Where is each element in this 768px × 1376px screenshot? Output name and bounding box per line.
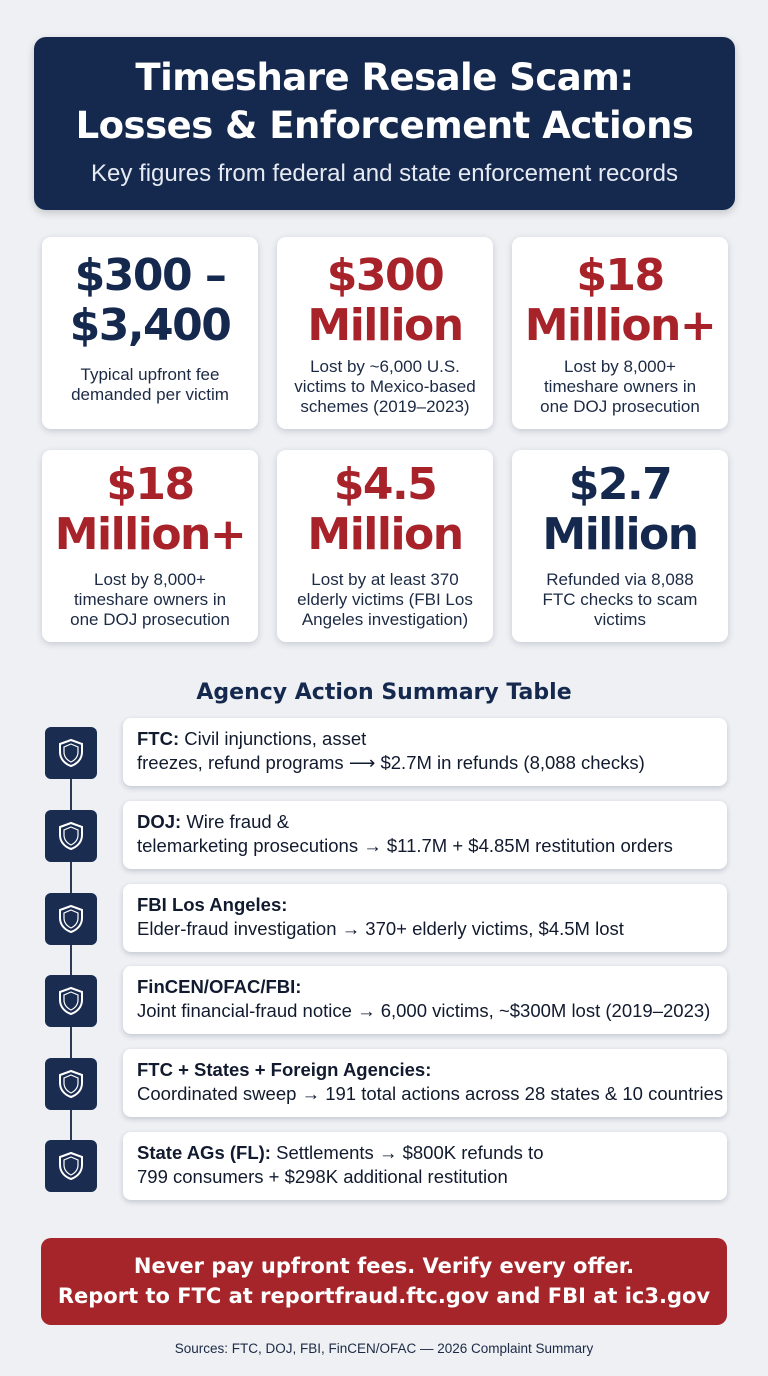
agency-row — [123, 884, 727, 952]
stat-description-line: schemes (2019–2023) — [300, 397, 470, 416]
agency-action-line2: Coordinated sweep → 191 total actions across 28 states & 10 countries — [137, 1083, 724, 1104]
stat-description-line: Lost by ~6,000 U.S. — [310, 357, 460, 376]
stat-description-line: one DOJ prosecution — [70, 610, 230, 629]
warning-line1: Never pay upfront fees. Verify every offer. — [133, 1254, 635, 1278]
stat-description-line: Lost by 8,000+ — [563, 357, 676, 376]
stat-card — [277, 237, 493, 429]
stat-value-line2: Million — [542, 509, 698, 560]
stat-value-line1: $2.7 — [568, 459, 672, 510]
stat-value-line1: $18 — [576, 250, 664, 301]
stat-description-line: one DOJ prosecution — [540, 397, 700, 416]
stat-value-line2: Million+ — [54, 509, 246, 560]
agency-row — [123, 1132, 727, 1200]
shield-icon — [45, 893, 97, 945]
stat-description-line: victims to Mexico-based — [294, 377, 476, 396]
agency-action-line1: Settlements → $800K refunds to — [270, 1142, 544, 1163]
stat-description-line: victims — [594, 610, 646, 629]
stat-description-line: Angeles investigation) — [301, 610, 469, 629]
page-title-line1: Timeshare Resale Scam: — [135, 56, 634, 99]
stat-value-line1: $300 – — [74, 250, 226, 301]
agency-action-line1: Wire fraud & — [181, 811, 290, 832]
agency-name: FTC: — [137, 728, 180, 749]
page-subtitle: Key figures from federal and state enforcement records — [91, 160, 678, 187]
stat-description-line: Typical upfront fee — [80, 365, 220, 384]
agency-action-line2: Joint financial-fraud notice → 6,000 victims, ~$300M lost (2019–2023) — [137, 1000, 711, 1021]
agency-row — [123, 801, 727, 869]
page-title-line2: Losses & Enforcement Actions — [75, 104, 694, 147]
warning-banner — [41, 1238, 727, 1325]
section-title: Agency Action Summary Table — [196, 680, 572, 705]
stat-value-line2: $3,400 — [69, 300, 231, 351]
agency-name: FBI Los Angeles: — [137, 894, 288, 915]
stat-description-line: timeshare owners in — [543, 377, 697, 396]
agency-name: FTC + States + Foreign Agencies: — [137, 1059, 432, 1080]
agency-row — [123, 966, 727, 1034]
stat-value-line2: Million+ — [524, 300, 716, 351]
agency-action-line2: 799 consumers + $298K additional restitution — [137, 1166, 508, 1187]
agency-name: State AGs (FL): — [137, 1142, 271, 1163]
stat-value-line1: $18 — [106, 459, 194, 510]
agency-action-line2: telemarketing prosecutions → $11.7M + $4.85M restitution orders — [137, 835, 673, 856]
stat-value-line1: $4.5 — [333, 459, 437, 510]
agency-name: DOJ: — [137, 811, 182, 832]
warning-line2: Report to FTC at reportfraud.ftc.gov and FBI at ic3.gov — [57, 1284, 711, 1308]
stat-description-line: Lost by at least 370 — [311, 570, 459, 589]
stat-value-line2: Million — [307, 300, 463, 351]
stat-card — [277, 450, 493, 642]
sources-footnote: Sources: FTC, DOJ, FBI, FinCEN/OFAC — 2026 Complaint Summary — [174, 1341, 594, 1356]
agency-name: FinCEN/OFAC/FBI: — [137, 976, 302, 997]
shield-icon — [45, 810, 97, 862]
shield-icon — [45, 1058, 97, 1110]
shield-icon — [45, 727, 97, 779]
stat-card — [42, 237, 258, 429]
agency-action-line1: Civil injunctions, asset — [179, 728, 367, 749]
stat-card — [42, 450, 258, 642]
agency-row — [123, 1049, 727, 1117]
stat-description-line: timeshare owners in — [73, 590, 227, 609]
stat-description-line: Lost by 8,000+ — [93, 570, 206, 589]
stat-description-line: demanded per victim — [71, 385, 229, 404]
stat-card — [512, 237, 728, 429]
shield-icon — [45, 975, 97, 1027]
agency-action-line2: Elder-fraud investigation → 370+ elderly victims, $4.5M lost — [137, 918, 624, 939]
stat-card — [512, 450, 728, 642]
stat-value-line1: $300 — [326, 250, 444, 301]
stat-description-line: FTC checks to scam — [542, 590, 698, 609]
stat-value-line2: Million — [307, 509, 463, 560]
shield-icon — [45, 1140, 97, 1192]
stat-description-line: elderly victims (FBI Los — [297, 590, 473, 609]
header-banner — [34, 37, 735, 210]
stat-description-line: Refunded via 8,088 — [546, 570, 694, 589]
agency-row — [123, 718, 727, 786]
agency-action-line2: freezes, refund programs ⟶ $2.7M in refunds (8,088 checks) — [137, 752, 645, 773]
